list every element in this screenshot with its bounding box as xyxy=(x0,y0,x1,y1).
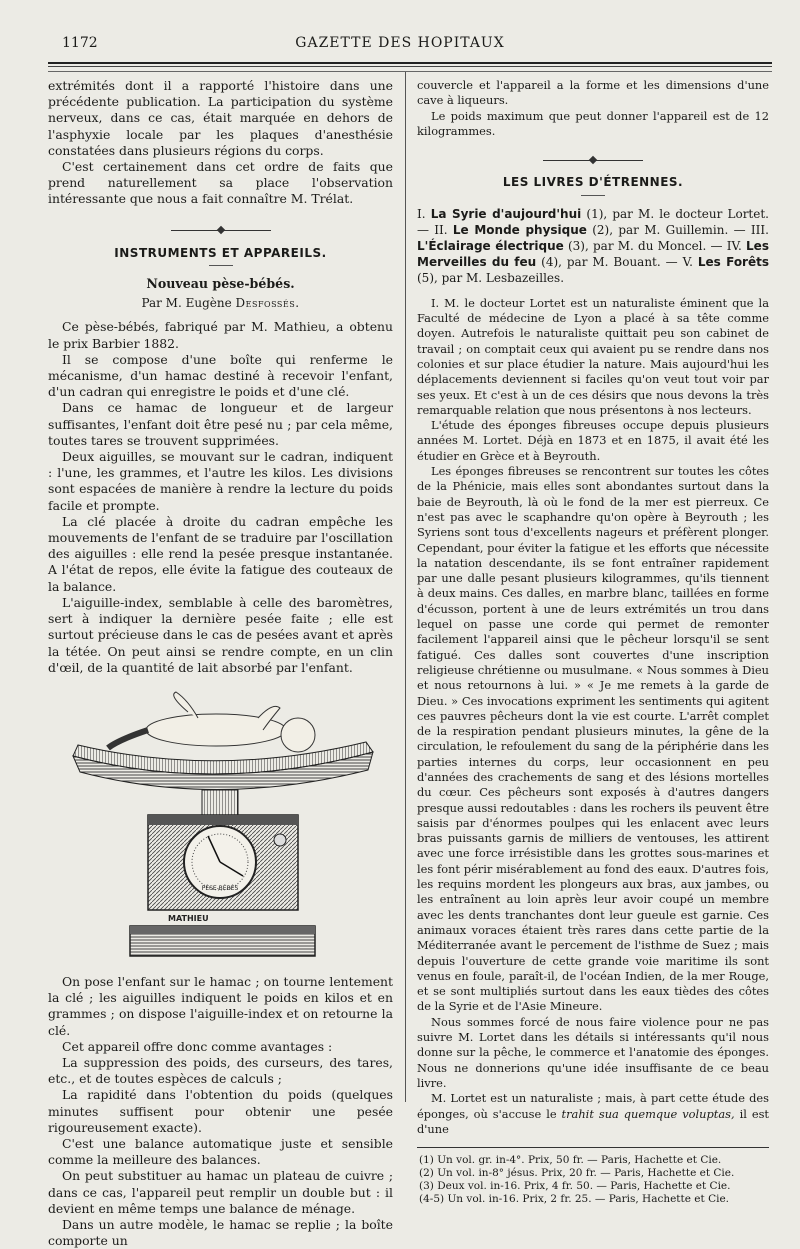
paragraph: La suppression des poids, des curseurs, des tares, etc., et de toutes espèces de calculs ; xyxy=(48,1054,393,1087)
paragraph: L'aiguille-index, semblable à celle des baromètres, sert à indiquer la dernière pesée faite ; elle est surtout précieuse dans le cas de pesées avant et après la tétée. On peut ainsi se rendre compte, en un clin d'œil, de la quantité de lait absorbé par l'enfant. xyxy=(48,594,393,675)
paragraph: C'est une balance automatique juste et sensible comme la meilleure des balances. xyxy=(48,1135,393,1168)
book-author: (1), par M. le docteur Lortet. — xyxy=(417,206,769,237)
divider xyxy=(209,265,233,266)
article-author xyxy=(48,295,393,311)
paragraph: C'est certainement dans cet ordre de faits que prend naturellement sa place l'observation intéressante que nous a fait connaître M. Trélat. xyxy=(48,159,393,207)
baby-scale-engraving xyxy=(48,690,393,960)
footnote: (1) Un vol. gr. in-4°. Prix, 50 fr. — Paris, Hachette et Cie. xyxy=(419,1154,722,1167)
maker-label: MATHIEU xyxy=(168,913,209,923)
scale-dial xyxy=(184,826,256,898)
paragraph: extrémités dont il a rapporté l'histoire dans une précédente publication. La participation du système nerveux, dans ce cas, était marquée en dehors de l'asphyxie locale par les plaques d'anesthésie constatées dans plusieurs régions du corps. xyxy=(48,78,393,158)
paragraph: L'étude des éponges fibreuses occupe depuis plusieurs années M. Lortet. Déjà en 1873 et en 1875, il avait été les étudier en Grèce et à Beyrouth. xyxy=(417,418,769,463)
paragraph: Cet appareil offre donc comme avantages : xyxy=(62,1038,333,1054)
paragraph: Dans un autre modèle, le hamac se replie ; la boîte comporte un xyxy=(48,1216,393,1249)
section-heading: LES LIVRES D'ÉTRENNES. xyxy=(502,175,684,190)
book-number: III. xyxy=(750,222,769,237)
paragraph: Ce pèse-bébés, fabriqué par M. Mathieu, a obtenu le prix Barbier 1882. xyxy=(48,319,393,351)
author-prefix: Par M. Eugène xyxy=(141,296,232,311)
book-title: Les Forêts xyxy=(697,254,769,269)
paragraph: Dans ce hamac de longueur et de largeur suffisantes, l'enfant doit être pesé nu ; par cela même, toutes tares se trouvent supprimées. xyxy=(48,400,393,448)
page-number: 1172 xyxy=(62,35,98,51)
book-author: (4), par M. Bouant. — xyxy=(541,254,678,269)
paragraph: On pose l'enfant sur le hamac ; on tourne lentement la clé ; les aiguilles indiquent le poids en kilos et en grammes ; on dispose l'aiguille-index et on retourne la clé. xyxy=(48,973,393,1038)
paragraph: Les éponges fibreuses se rencontrent sur toutes les côtes de la Phénicie, mais elles sont abondantes surtout dans la baie de Beyrouth, là où le fond de la mer est pierreux. Ce n'est pas avec le scaphandre qu'on opère à Beyrouth ; les Syriens sont tous d'excellents nageurs et préfèrent plonger. Cependant, pour éviter la fatigue et les efforts que nécessite la natation descendante, ils se font entraîner rapidement par une dalle pesant plusieurs kilogrammes, qu'ils tiennent à deux mains. Ces dalles, en marbre blanc, taillées en forme d'écusson, portent à une de leurs extrémités un trou dans lequel on passe une corde qui permet de remonter facilement l'appareil ainsi que le pêcheur lorsqu'il se sent fatigué. Ces dalles sont couvertes d'une inscription religieuse chrétienne ou musulmane. « Nous sommes à Dieu et nous retournons à lui. » « Je me remets à la garde de Dieu. » Ces invocations expriment les sentiments qui agitent ces pauvres pêcheurs dont la vie est courte. L'arrêt complet de la respiration pendant plusieurs minutes, la gêne de la circulation, le refoulement du sang de la périphérie dans les parties internes du corps, leur occasionnent en peu d'années des crachements de sang et des lésions mortelles du cœur. Ces pêcheurs sont exposés à d'autres dangers presque aussi redoutables : dans les rochers ils peuvent être saisis par d'énormes poulpes qui les enlacent avec leurs bras puissants garnis de milliers de ventouses, les attirent avec une force irrésistible dans les grottes sous-marines et les font périr misérablement au fond des eaux. D'autres fois, les requins mordent les plongeurs aux bras, aux jambes, ou les entraînent au loin après leur avoir coupé un membre avec les dents tranchantes dont leur gueule est garnie. Ces animaux voraces étaient très rares dans cette partie de la Méditerranée avant le percement de l'isthme de Suez ; mais depuis l'ouverture de cette grande voie maritime ils sont venus en foule, paraît-il, de l'océan Indien, de la mer Rouge, et se sont multipliés surtout dans les eaux tièdes des côtes de la Syrie et de l'Asie Mineure. xyxy=(417,464,769,1014)
journal-title: GAZETTE DES HOPITAUX xyxy=(295,35,505,51)
paragraph: Le poids maximum que peut donner l'appareil est de 12 kilogrammes. xyxy=(417,108,769,138)
footnotes xyxy=(417,1147,769,1206)
divider xyxy=(581,195,605,196)
book-author: (2), par M. Guillemin. — xyxy=(592,222,746,237)
header-rule xyxy=(48,66,772,67)
footnote: (2) Un vol. in-8° jésus. Prix, 20 fr. — Paris, Hachette et Cie. xyxy=(419,1167,735,1180)
book-title: Le Monde physique xyxy=(452,222,587,237)
book-title: La Syrie d'aujourd'hui xyxy=(430,206,582,221)
book-title: L'Éclairage électrique xyxy=(417,238,564,253)
page-header xyxy=(0,0,800,62)
footnote: (4-5) Un vol. in-16. Prix, 2 fr. 25. — Paris, Hachette et Cie. xyxy=(419,1193,730,1206)
paragraph: Nous sommes forcé de nous faire violence pour ne pas suivre M. Lortet dans les détails si intéressants qu'il nous donne sur la pêche, le commerce et l'anatomie des éponges. Nous ne donnerions qu'une idée insuffisante de ce beau livre. xyxy=(417,1014,769,1090)
paragraph: M. Lortet est un naturaliste ; mais, à part cette étude des éponges, où s'accuse le trahit sua quemque voluptas, il est d'une xyxy=(417,1091,769,1136)
book-author: (5), par M. Lesbazeilles. xyxy=(417,270,565,285)
book-number: IV. xyxy=(726,238,742,253)
author-name: Desfossés. xyxy=(235,296,300,311)
dial-text: PÈSE-BÉBÉS xyxy=(201,884,239,892)
left-column xyxy=(48,78,393,1249)
header-rule xyxy=(48,71,772,72)
book-title: Les Merveilles du feu xyxy=(417,238,769,269)
key-icon xyxy=(274,834,286,846)
footnote: (3) Deux vol. in-16. Prix, 4 fr. 50. — Paris, Hachette et Cie. xyxy=(419,1180,731,1193)
book-author: (3), par M. du Moncel. — xyxy=(567,238,723,253)
book-list xyxy=(417,206,769,286)
paragraph: On peut substituer au hamac un plateau de cuivre ; dans ce cas, l'appareil peut remplir un double but : il devient en même temps une balance de ménage. xyxy=(48,1168,393,1216)
header-rule xyxy=(48,62,772,64)
paragraph: Deux aiguilles, se mouvant sur le cadran, indiquent : l'une, les grammes, et l'autre les kilos. Les divisions sont espacées de manière à rendre la lecture du poids facile et prompte. xyxy=(48,449,393,513)
latin-quote: trahit sua quemque voluptas, xyxy=(561,1106,735,1121)
book-number: I. xyxy=(417,206,426,221)
pese-bebes-illustration xyxy=(48,690,393,960)
section-separator xyxy=(417,150,769,165)
paragraph: couvercle et l'appareil a la forme et les dimensions d'une cave à liqueurs. xyxy=(417,78,769,108)
column-divider xyxy=(405,72,406,1102)
book-number: V. xyxy=(682,254,693,269)
article-title: Nouveau pèse-bébés. xyxy=(146,276,295,292)
baby-figure xyxy=(108,692,315,752)
paragraph: Il se compose d'une boîte qui renferme le mécanisme, d'un hamac destiné à recevoir l'enfant, d'un cadran qui enregistre le poids et d'une clé. xyxy=(48,351,393,400)
paragraph: La rapidité dans l'obtention du poids (quelques minutes suffisent pour obtenir une pesée rigoureusement exacte). xyxy=(48,1087,393,1135)
right-column xyxy=(417,78,769,1206)
section-separator xyxy=(48,219,393,235)
paragraph: I. M. le docteur Lortet est un naturaliste éminent que la Faculté de médecine de Lyon a placé à sa tête comme doyen. Autrefois le naturaliste quittait peu son cabinet de travail ; on comptait ceux qui avaient pu se rendre dans nos colonies et sur place étudier la nature. Mais aujourd'hui les déplacements deviennent si faciles qu'on veut tout voir par ses yeux. Et c'est à un de ces désirs que nous devons la très remarquable relation que nous présentons à nos lecteurs. xyxy=(417,295,769,417)
book-number: II. xyxy=(434,222,448,237)
section-heading: INSTRUMENTS ET APPAREILS. xyxy=(114,245,327,260)
paragraph: La clé placée à droite du cadran empêche les mouvements de l'enfant de se traduire par l'oscillation des aiguilles : elle rend la pesée presque instantanée. A l'état de repos, elle évite la fatigue des couteaux de la balance. xyxy=(48,513,393,594)
